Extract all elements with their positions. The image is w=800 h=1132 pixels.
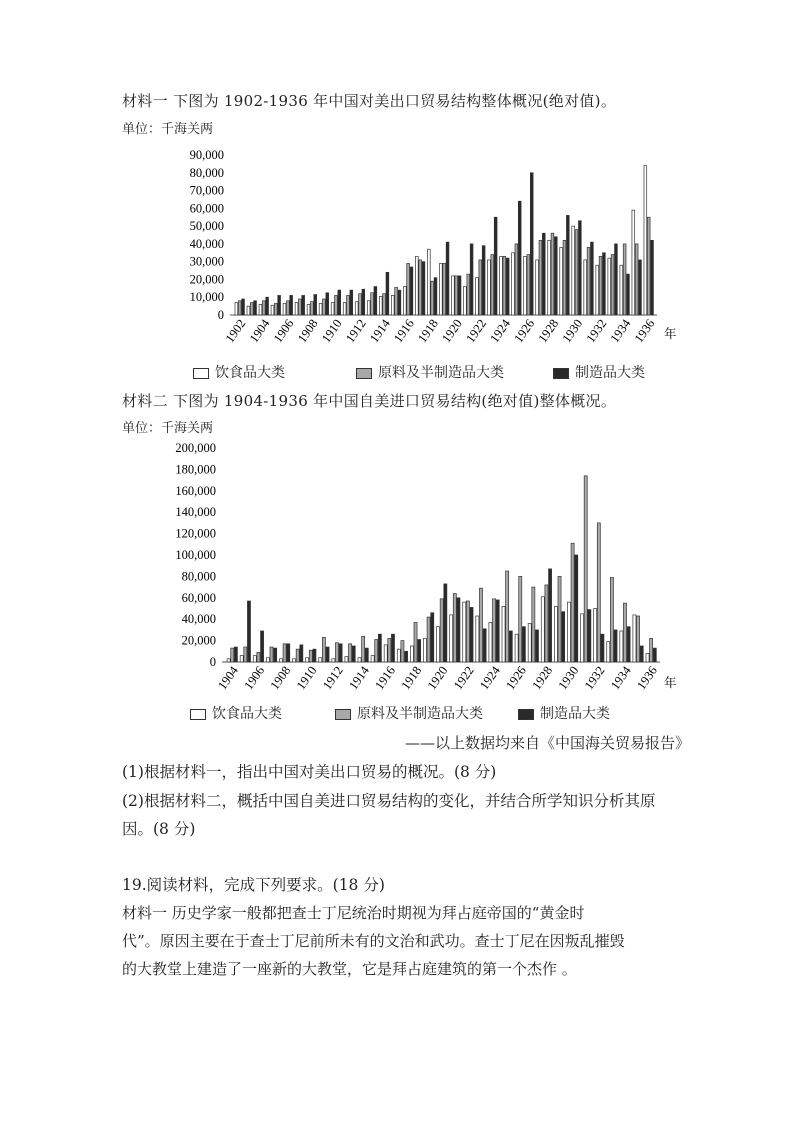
bar-manu [405, 651, 408, 662]
bar-food [584, 260, 587, 315]
y-tick-label: 100,000 [175, 548, 216, 562]
bar-manu [651, 240, 654, 315]
material2-unit: 单位：千海关两 [122, 421, 214, 436]
bar-raw [238, 301, 241, 315]
bar-manu [457, 598, 460, 662]
bar-raw [575, 230, 578, 315]
bar-raw [274, 303, 277, 315]
bar-food [633, 615, 636, 662]
bar-manu [627, 274, 630, 315]
bar-food [554, 606, 557, 662]
bar-manu [434, 278, 437, 315]
bar-food [367, 301, 370, 315]
bar-raw [647, 217, 650, 315]
bar-food [608, 258, 611, 315]
bar-food [488, 260, 491, 315]
bar-manu [431, 613, 434, 662]
bar-manu [326, 647, 329, 662]
legend-food-2 [190, 703, 282, 723]
bar-raw [455, 276, 458, 315]
bar-manu [314, 295, 317, 315]
bar-raw [503, 256, 506, 315]
bar-raw [359, 294, 362, 315]
legend-swatch-raw [335, 709, 351, 720]
q19-paragraph-line3: 的大教堂上建造了一座新的大教堂，它是拜占庭建筑的第一个杰作 。 [122, 960, 577, 978]
bar-raw [427, 617, 430, 662]
x-tick-label: 1930 [555, 663, 582, 693]
bar-raw [440, 599, 443, 662]
import-chart [0, 435, 800, 715]
x-tick-label: 1932 [583, 316, 610, 346]
material1-title: 材料一 下图为 1902-1936 年中国对美出口贸易结构整体概况(绝对值)。 [122, 92, 617, 110]
y-tick-label: 50,000 [189, 219, 224, 234]
bar-food [391, 295, 394, 315]
bar-food [572, 226, 575, 315]
x-tick-label: 1928 [529, 663, 556, 693]
bar-raw [479, 260, 482, 315]
bar-food [355, 302, 358, 315]
bar-manu [601, 634, 604, 662]
bar-manu [530, 173, 533, 315]
legend-swatch-manu [553, 368, 569, 379]
bar-raw [493, 599, 496, 662]
y-tick-label: 20,000 [181, 633, 216, 648]
x-tick-label: 1930 [559, 316, 586, 346]
bar-manu [338, 290, 341, 315]
y-tick-label: 0 [209, 655, 216, 669]
bar-food [271, 305, 274, 315]
bar-raw [283, 644, 286, 662]
legend-manu-2 [518, 703, 610, 723]
x-tick-label: 1918 [415, 316, 441, 346]
legend-manu-1 [553, 362, 645, 382]
question-2-line1: (2)根据材料二，概括中国自美进口贸易结构的变化，并结合所学知识分析其原 [122, 792, 656, 810]
bar-raw [637, 616, 640, 662]
x-tick-label: 1906 [270, 316, 297, 346]
material2-title: 材料二 下图为 1904-1936 年中国自美进口贸易结构(绝对值)整体概况。 [122, 392, 617, 410]
bar-food [345, 657, 348, 662]
bar-manu [575, 555, 578, 662]
y-tick-label: 160,000 [175, 483, 216, 498]
x-tick-label: 1922 [450, 663, 477, 693]
bar-food [464, 287, 467, 315]
bar-raw [610, 577, 613, 662]
bar-food [476, 616, 479, 662]
x-tick-label: 1914 [367, 316, 393, 346]
bar-manu [562, 612, 565, 662]
bar-food [423, 638, 426, 662]
bar-manu [362, 289, 365, 315]
bar-manu [290, 295, 293, 315]
legend-swatch-food [190, 709, 206, 720]
bar-raw [323, 299, 326, 315]
bar-manu [578, 221, 581, 315]
bar-food [306, 658, 309, 662]
bar-manu [627, 627, 630, 662]
bar-manu [458, 276, 461, 315]
bar-raw [231, 648, 234, 662]
bar-manu [410, 267, 413, 315]
bar-food [646, 653, 649, 662]
bar-raw [375, 640, 378, 662]
bar-food [332, 659, 335, 662]
bar-manu [261, 631, 264, 662]
bar-food [463, 602, 466, 662]
x-tick-label: 1932 [581, 663, 608, 693]
bar-food [644, 166, 647, 315]
bar-manu [615, 244, 618, 315]
bar-food [524, 256, 527, 315]
bar-food [515, 634, 518, 662]
bar-food [266, 658, 269, 662]
bar-manu [470, 244, 473, 315]
bar-raw [443, 263, 446, 315]
bar-food [427, 249, 430, 315]
x-tick-label: 1906 [241, 663, 268, 693]
bar-food [437, 627, 440, 662]
bar-food [415, 256, 418, 315]
bar-raw [611, 255, 614, 315]
bar-raw [539, 240, 542, 315]
bar-raw [383, 294, 386, 315]
legend-raw-2 [335, 703, 483, 723]
x-axis-unit: 年 [664, 327, 677, 341]
x-tick-label: 1904 [215, 663, 241, 693]
bar-manu [300, 645, 303, 662]
bar-manu [422, 262, 425, 315]
bar-manu [374, 287, 377, 315]
bar-raw [419, 260, 422, 315]
x-tick-label: 1910 [318, 316, 345, 346]
legend-raw-1 [356, 362, 504, 382]
bar-raw [491, 255, 494, 315]
bar-raw [599, 256, 602, 315]
bar-manu [639, 260, 642, 315]
bar-manu [554, 237, 557, 315]
y-tick-label: 40,000 [189, 236, 224, 251]
bar-food [384, 645, 387, 662]
x-tick-label: 1928 [535, 316, 562, 346]
bar-manu [522, 627, 525, 662]
bar-manu [386, 272, 389, 315]
bar-raw [257, 652, 260, 662]
bar-food [581, 614, 584, 662]
bar-manu [591, 242, 594, 315]
bar-raw [597, 523, 600, 662]
y-tick-label: 60,000 [181, 590, 216, 605]
bar-raw [371, 293, 374, 315]
x-tick-label: 1904 [246, 316, 273, 346]
x-tick-label: 1922 [463, 316, 490, 346]
bar-raw [466, 601, 469, 662]
bar-food [560, 247, 563, 315]
bar-food [632, 210, 635, 315]
x-axis-unit: 年 [664, 676, 677, 690]
bar-raw [650, 638, 653, 662]
bar-food [476, 278, 479, 315]
bar-manu [418, 640, 421, 662]
y-tick-label: 200,000 [175, 441, 216, 455]
x-tick-label: 1920 [439, 316, 465, 346]
x-tick-label: 1924 [487, 316, 514, 346]
bar-food [371, 656, 374, 662]
bar-manu [614, 630, 617, 662]
x-tick-label: 1920 [424, 663, 451, 693]
x-tick-label: 1926 [511, 316, 538, 346]
bar-raw [335, 295, 338, 315]
bar-food [293, 659, 296, 662]
bar-raw [414, 622, 417, 662]
bar-food [397, 649, 400, 662]
bar-raw [467, 274, 470, 315]
bar-raw [515, 244, 518, 315]
bar-food [489, 622, 492, 662]
bar-manu [378, 634, 381, 662]
bar-manu [470, 607, 473, 662]
x-tick-label: 1912 [319, 663, 346, 693]
bar-food [620, 631, 623, 662]
bar-raw [527, 255, 530, 315]
y-tick-label: 30,000 [189, 254, 224, 269]
bar-food [240, 656, 243, 662]
bar-food [450, 615, 453, 662]
x-tick-label: 1914 [346, 663, 372, 693]
bar-manu [365, 648, 368, 662]
bar-manu [254, 301, 257, 315]
bar-raw [362, 636, 365, 662]
bar-raw [244, 647, 247, 662]
bar-raw [270, 647, 273, 662]
y-tick-label: 180,000 [175, 462, 216, 477]
bar-food [283, 303, 286, 315]
y-tick-label: 90,000 [189, 148, 224, 162]
bar-food [512, 253, 515, 315]
bar-manu [444, 584, 447, 662]
bar-manu [535, 630, 538, 662]
bar-manu [518, 201, 521, 315]
question-2-line2: 因。(8 分) [122, 820, 196, 838]
y-tick-label: 120,000 [175, 526, 216, 541]
legend-label-raw: 原料及半制造品大类 [378, 365, 504, 381]
bar-manu [653, 648, 656, 662]
legend-label-food: 饮食品大类 [212, 706, 282, 722]
bar-food [379, 296, 382, 315]
x-tick-label: 1916 [391, 316, 417, 346]
bar-raw [250, 303, 253, 315]
bar-food [410, 646, 413, 662]
x-tick-label: 1924 [477, 663, 503, 693]
bar-raw [635, 244, 638, 315]
bar-raw [335, 643, 338, 662]
bar-raw [584, 476, 587, 662]
question-19-heading: 19.阅读材料，完成下列要求。(18 分) [122, 876, 385, 894]
y-tick-label: 80,000 [189, 165, 224, 180]
bar-food [319, 303, 322, 315]
x-tick-label: 1936 [631, 316, 658, 346]
bar-manu [566, 215, 569, 315]
bar-raw [407, 263, 410, 315]
bar-raw [551, 233, 554, 315]
bar-food [528, 623, 531, 662]
bar-food [596, 265, 599, 315]
bar-manu [278, 295, 281, 315]
x-tick-label: 1902 [222, 316, 249, 346]
bar-manu [446, 242, 449, 315]
bar-raw [395, 287, 398, 315]
bar-manu [313, 649, 316, 662]
bar-manu [247, 601, 250, 662]
legend-food-1 [193, 362, 285, 382]
bar-food [607, 642, 610, 662]
bar-raw [401, 641, 404, 662]
y-tick-label: 60,000 [189, 201, 224, 216]
bar-raw [349, 644, 352, 662]
bar-manu [506, 258, 509, 315]
bar-raw [298, 299, 301, 315]
x-tick-label: 1916 [372, 663, 399, 693]
bar-food [259, 304, 262, 315]
legend-label-manu: 制造品大类 [540, 706, 610, 722]
material1-unit: 单位：千海关两 [122, 122, 214, 137]
bar-food [620, 265, 623, 315]
question-1: (1)根据材料一，指出中国对美出口贸易的概况。(8 分) [122, 763, 497, 781]
bar-manu [398, 290, 401, 315]
bar-manu [326, 293, 329, 315]
bar-raw [571, 543, 574, 662]
x-tick-label: 1934 [607, 663, 634, 693]
bar-manu [274, 648, 277, 662]
y-tick-label: 140,000 [175, 505, 216, 520]
legend-label-raw: 原料及半制造品大类 [357, 706, 483, 722]
bar-manu [496, 600, 499, 662]
bar-food [594, 609, 597, 663]
bar-food [567, 602, 570, 662]
bar-raw [286, 301, 289, 315]
bar-raw [623, 603, 626, 662]
bar-raw [347, 295, 350, 315]
bar-manu [509, 631, 512, 662]
bar-food [295, 303, 298, 315]
bar-manu [603, 253, 606, 315]
x-tick-label: 1908 [267, 663, 294, 693]
bar-raw [587, 247, 590, 315]
legend-label-manu: 制造品大类 [575, 365, 645, 381]
legend-swatch-raw [356, 368, 372, 379]
x-tick-label: 1912 [342, 316, 369, 346]
x-tick-label: 1918 [398, 663, 425, 693]
x-tick-label: 1936 [634, 663, 660, 693]
bar-manu [494, 217, 497, 315]
bar-manu [234, 647, 237, 662]
bar-manu [482, 246, 485, 315]
bar-food [403, 287, 406, 315]
bar-raw [519, 576, 522, 662]
bar-food [279, 659, 282, 662]
bar-manu [391, 634, 394, 662]
x-tick-label: 1934 [607, 316, 634, 346]
bar-raw [388, 638, 391, 662]
bar-manu [242, 299, 245, 315]
bar-food [541, 597, 544, 662]
bar-raw [563, 240, 566, 315]
bar-raw [431, 281, 434, 315]
bar-food [319, 658, 322, 662]
bar-food [439, 263, 442, 315]
legend-label-food: 饮食品大类 [215, 365, 285, 381]
bar-manu [302, 295, 305, 315]
bar-food [536, 260, 539, 315]
bar-manu [640, 646, 643, 662]
bar-food [307, 304, 310, 315]
bar-food [358, 658, 361, 662]
bar-raw [311, 302, 314, 315]
y-tick-label: 10,000 [189, 290, 224, 305]
bar-food [343, 303, 346, 315]
bar-raw [506, 571, 509, 662]
bar-raw [532, 587, 535, 662]
bar-raw [623, 244, 626, 315]
bar-manu [339, 644, 342, 662]
bar-raw [558, 576, 561, 662]
bar-food [253, 656, 256, 662]
bar-food [452, 276, 455, 315]
bar-manu [352, 646, 355, 662]
legend-swatch-manu [518, 709, 534, 720]
bar-food [235, 303, 238, 315]
y-tick-label: 0 [217, 308, 224, 322]
x-tick-label: 1910 [293, 663, 320, 693]
bar-raw [309, 650, 312, 662]
bar-raw [322, 637, 325, 662]
q19-paragraph-line1: 材料一 历史学家一般都把查士丁尼统治时期视为拜占庭帝国的“黄金时 [122, 904, 585, 922]
bar-food [502, 606, 505, 662]
y-tick-label: 70,000 [189, 183, 224, 198]
y-tick-label: 20,000 [189, 272, 224, 287]
bar-manu [266, 297, 269, 315]
y-tick-label: 40,000 [181, 612, 216, 627]
x-tick-label: 1908 [294, 316, 321, 346]
bar-manu [350, 290, 353, 315]
bar-food [227, 659, 230, 662]
bar-raw [545, 585, 548, 662]
data-source: ——以上数据均来自《中国海关贸易报告》 [404, 734, 690, 752]
bar-manu [542, 233, 545, 315]
bar-manu [483, 629, 486, 662]
bar-manu [588, 610, 591, 662]
bar-raw [479, 588, 482, 662]
bar-raw [296, 649, 299, 662]
legend-swatch-food [193, 368, 209, 379]
bar-raw [453, 594, 456, 662]
bar-food [247, 306, 250, 315]
bar-food [500, 256, 503, 315]
bar-manu [549, 569, 552, 662]
y-tick-label: 80,000 [181, 569, 216, 584]
q19-paragraph-line2: 代”。原因主要在于查士丁尼前所未有的文治和武功。查士丁尼在因叛乱摧毁 [122, 932, 625, 950]
bar-manu [287, 644, 290, 662]
bar-raw [262, 301, 265, 315]
x-tick-label: 1926 [503, 663, 529, 693]
bar-food [331, 303, 334, 315]
bar-food [548, 240, 551, 315]
